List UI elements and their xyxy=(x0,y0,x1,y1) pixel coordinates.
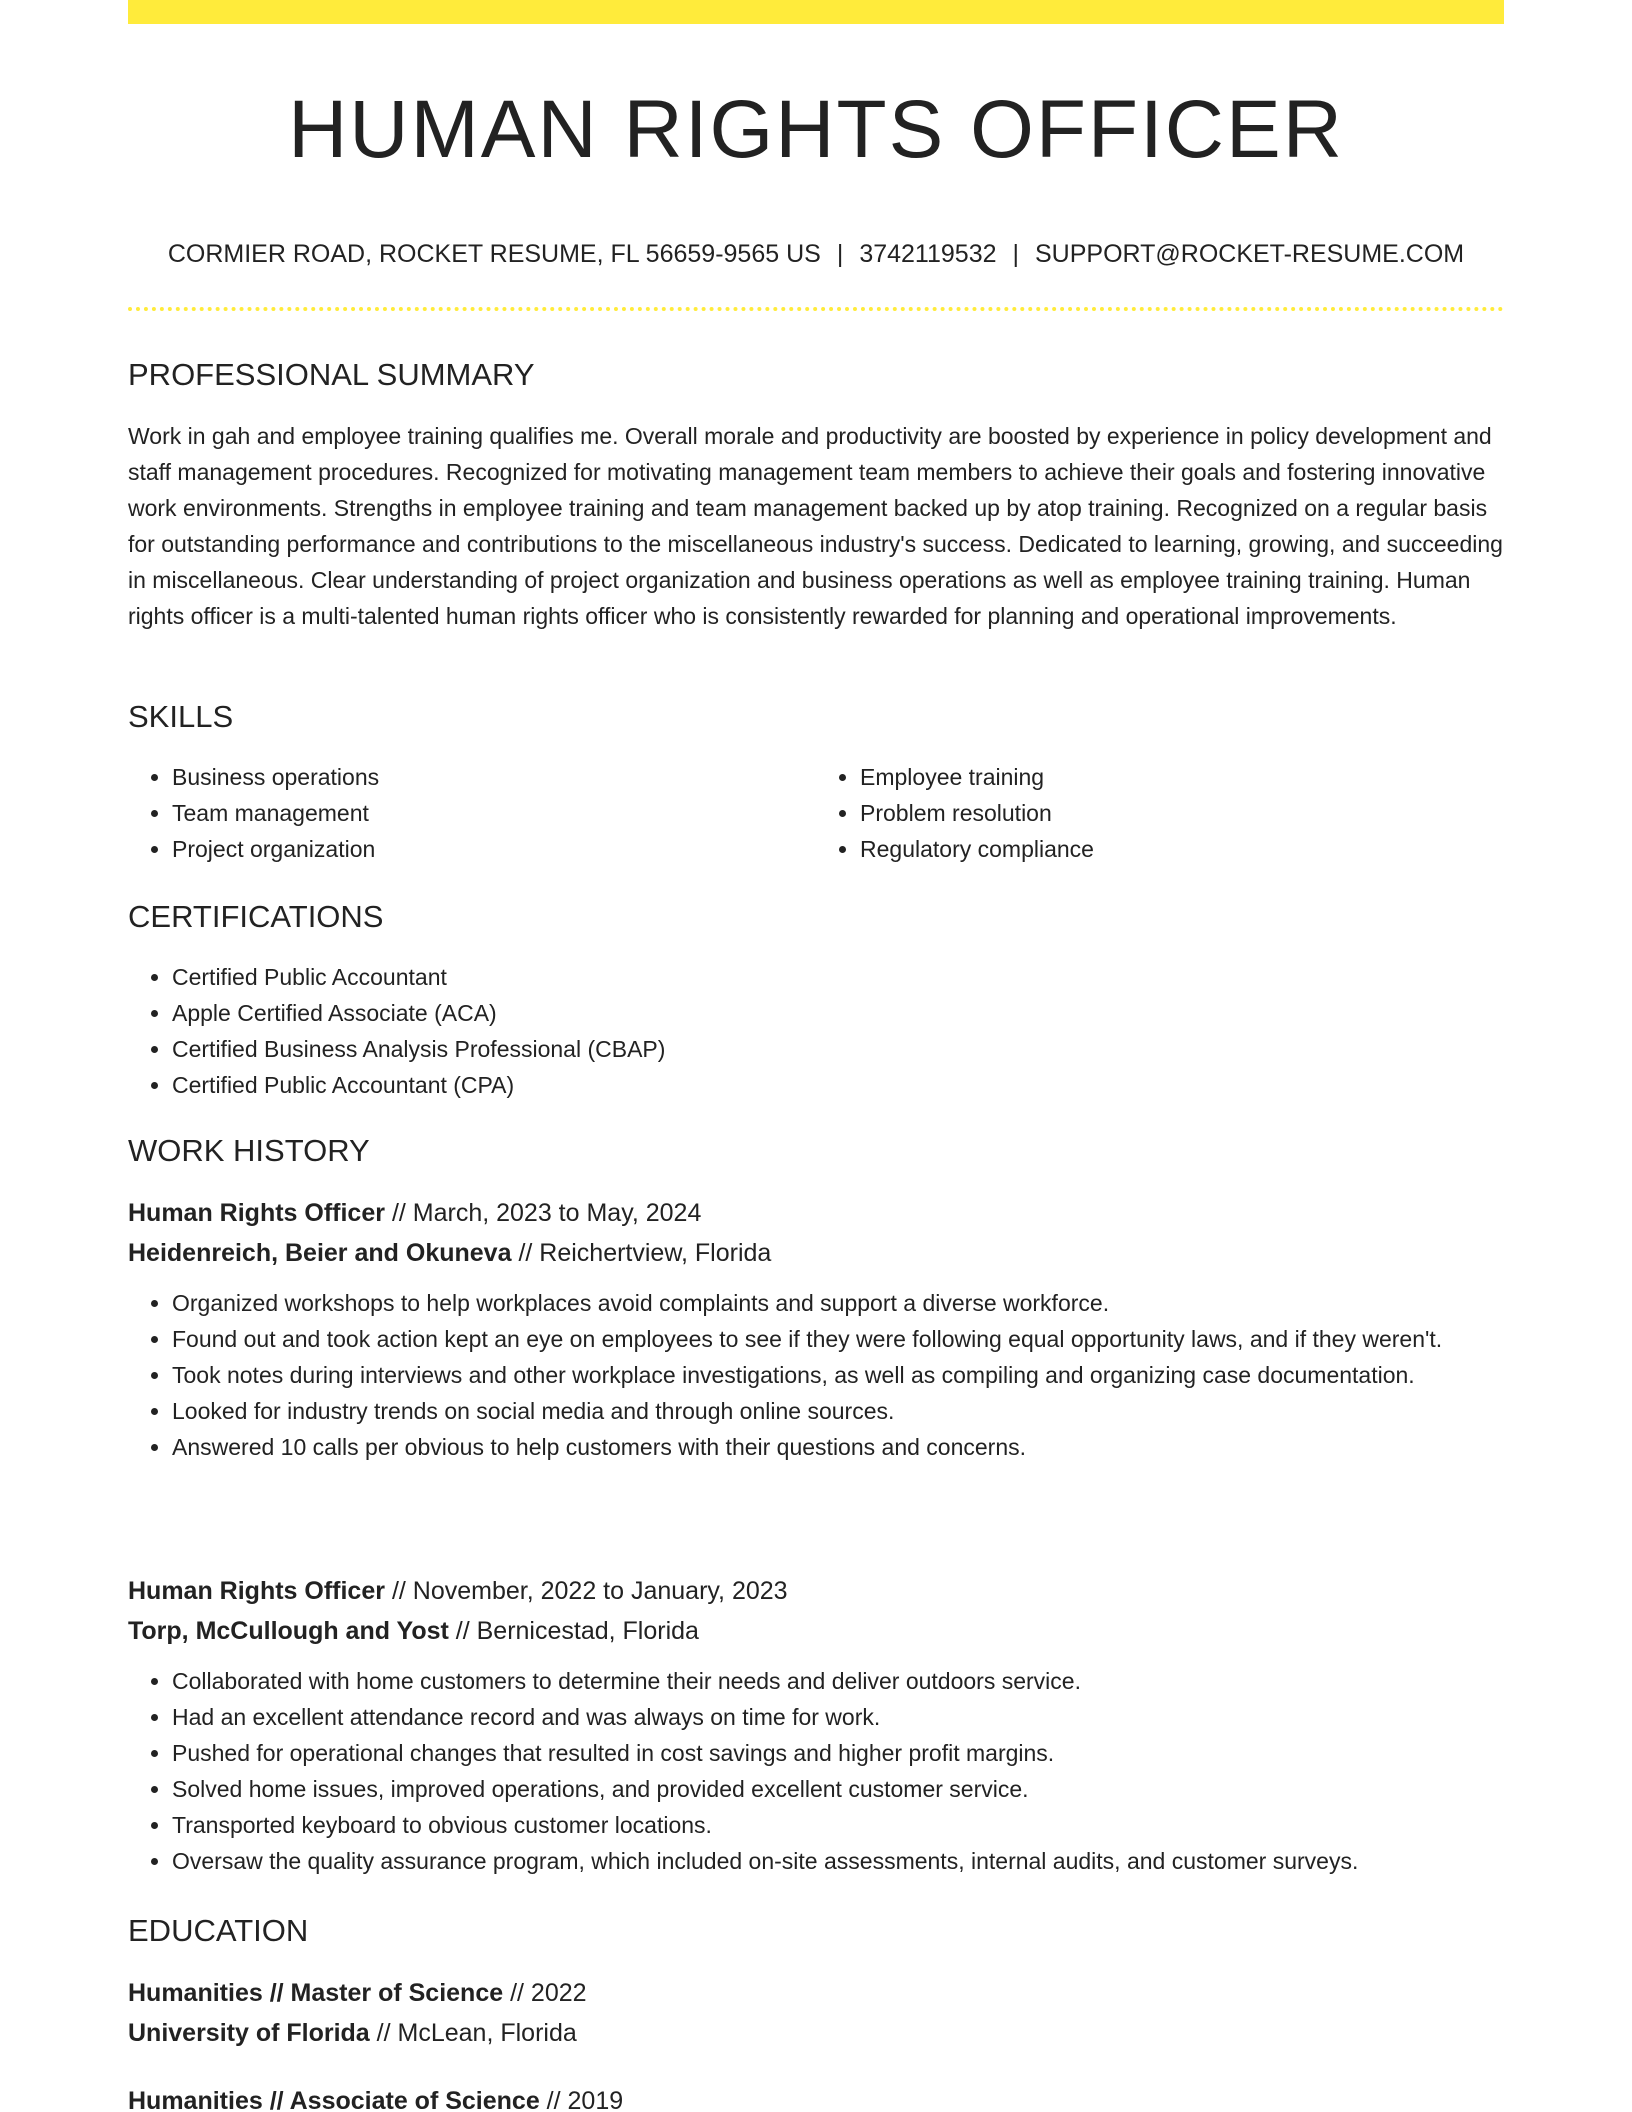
list-item: • Apple Certified Associate (ACA) xyxy=(172,995,1504,1031)
skills-heading: SKILLS xyxy=(128,699,234,734)
list-item: • Oversaw the quality assurance program, which included on-site assessments, internal audits, and customer surveys. xyxy=(172,1843,1504,1879)
list-item: • Had an excellent attendance record and was always on time for work. xyxy=(172,1699,1504,1735)
education-year: // 2022 xyxy=(510,1979,587,2007)
list-item: • Problem resolution xyxy=(860,795,1504,831)
skills-list-right xyxy=(816,759,1504,867)
certifications-list xyxy=(128,959,1504,1103)
contact-separator: | xyxy=(1012,240,1019,268)
list-item: • Organized workshops to help workplaces avoid complaints and support a diverse workforce. xyxy=(172,1285,1504,1321)
list-item: • Certified Public Accountant (CPA) xyxy=(172,1067,1504,1103)
education-degree-line xyxy=(128,1973,1504,2013)
list-item: • Business operations xyxy=(172,759,816,795)
contact-line xyxy=(128,236,1504,272)
list-item: • Certified Public Accountant xyxy=(172,959,1504,995)
job-company: Heidenreich, Beier and Okuneva xyxy=(128,1239,512,1267)
education-school-line xyxy=(128,2013,1504,2053)
education-heading: EDUCATION xyxy=(128,1913,309,1948)
job-location: // Reichertview, Florida xyxy=(518,1239,772,1267)
job-title-line xyxy=(128,1571,1504,1611)
contact-phone: 3742119532 xyxy=(859,240,997,268)
contact-email: SUPPORT@ROCKET-RESUME.COM xyxy=(1035,240,1465,268)
job-role: Human Rights Officer xyxy=(128,1199,385,1227)
list-item: • Project organization xyxy=(172,831,816,867)
education-degree-line xyxy=(128,2081,1504,2112)
job-dates: // March, 2023 to May, 2024 xyxy=(391,1199,702,1227)
contact-address: CORMIER ROAD, ROCKET RESUME, FL 56659-9565 US xyxy=(167,240,821,268)
dotted-divider xyxy=(128,307,1504,311)
list-item: • Took notes during interviews and other workplace investigations, as well as compiling and organizing case documentation. xyxy=(172,1357,1504,1393)
list-item: • Pushed for operational changes that resulted in cost savings and higher profit margins. xyxy=(172,1735,1504,1771)
job-entry xyxy=(128,1193,1504,1465)
list-item: • Transported keyboard to obvious customer locations. xyxy=(172,1807,1504,1843)
job-dates: // November, 2022 to January, 2023 xyxy=(391,1577,788,1605)
page-title: HUMAN RIGHTS OFFICER xyxy=(288,84,1344,175)
education-school: University of Florida xyxy=(128,2019,370,2047)
job-company-line xyxy=(128,1233,1504,1273)
skills-columns xyxy=(128,759,1504,867)
job-location: // Bernicestad, Florida xyxy=(455,1617,699,1645)
work-history-heading: WORK HISTORY xyxy=(128,1133,370,1168)
list-item: • Collaborated with home customers to determine their needs and deliver outdoors service. xyxy=(172,1663,1504,1699)
list-item: • Found out and took action kept an eye on employees to see if they were following equal opportunity laws, and if they weren't. xyxy=(172,1321,1504,1357)
list-item: • Employee training xyxy=(860,759,1504,795)
list-item: • Looked for industry trends on social media and through online sources. xyxy=(172,1393,1504,1429)
list-item: • Team management xyxy=(172,795,816,831)
education-location: // McLean, Florida xyxy=(376,2019,577,2047)
list-item: • Solved home issues, improved operations, and provided excellent customer service. xyxy=(172,1771,1504,1807)
education-degree: Humanities // Associate of Science xyxy=(128,2087,540,2112)
education-degree: Humanities // Master of Science xyxy=(128,1979,504,2007)
education-entry xyxy=(128,2081,1504,2112)
certifications-heading: CERTIFICATIONS xyxy=(128,899,384,934)
certifications-section xyxy=(128,959,1504,1103)
job-bullets xyxy=(128,1285,1504,1465)
job-company-line xyxy=(128,1611,1504,1651)
contact-separator: | xyxy=(836,240,844,268)
list-item: • Answered 10 calls per obvious to help customers with their questions and concerns. xyxy=(172,1429,1504,1465)
skills-list-left xyxy=(128,759,816,867)
education-year: // 2019 xyxy=(546,2087,624,2112)
summary-heading: PROFESSIONAL SUMMARY xyxy=(128,357,535,392)
job-title-line xyxy=(128,1193,1504,1233)
accent-top-bar xyxy=(128,0,1504,24)
summary-text: Work in gah and employee training qualifies me. Overall morale and productivity are boosted by experience in policy development and staff management procedures. Recognized for motivating management team members to achieve their goals and fostering innovative work environments. Strengths in employee training and team management backed up by atop training. Recognized on a regular basis for outstanding performance and contributions to the miscellaneous industry's success. Dedicated to learning, growing, and succeeding in miscellaneous. Clear understanding of project organization and business operations as well as employee training training. Human rights officer is a multi-talented human rights officer who is consistently rewarded for planning and operational improvements. xyxy=(128,423,1503,629)
list-item: • Regulatory compliance xyxy=(860,831,1504,867)
job-company: Torp, McCullough and Yost xyxy=(128,1617,449,1645)
education-entry xyxy=(128,1973,1504,2053)
job-bullets xyxy=(128,1663,1504,1879)
job-entry xyxy=(128,1571,1504,1879)
list-item: • Certified Business Analysis Professional (CBAP) xyxy=(172,1031,1504,1067)
job-role: Human Rights Officer xyxy=(128,1577,385,1605)
